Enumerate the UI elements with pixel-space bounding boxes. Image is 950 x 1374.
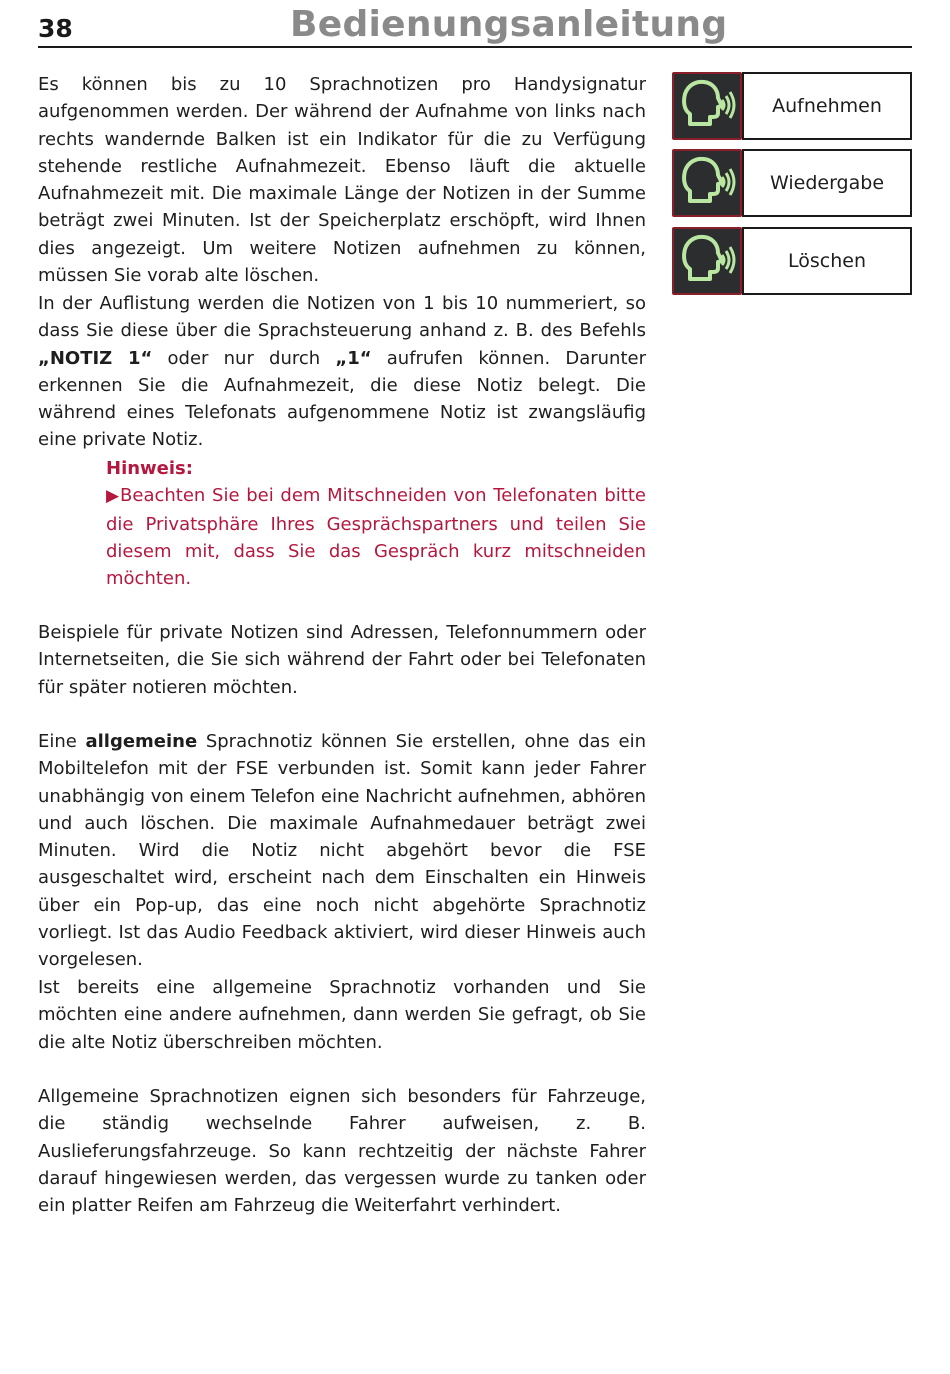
keyword-allgemeine: allgemeine <box>85 731 198 752</box>
paragraph-voice-notes-intro: Es können bis zu 10 Sprachnotizen pro Handysignatur aufgenommen werden. Der während der Aufnahme von links nach rechts wandernde Balken ist ein Indikator für die zu Verfügung stehende restliche Aufnahmezeit. Ebenso läuft die aktuelle Aufnahmezeit mit. Die maximale Länge der Notizen in der Summe beträgt zwei Minuten. Ist der Speicherplatz erschöpft, wird Ihnen dies angezeigt. Um weitere Notizen aufnehmen zu können, müssen Sie vorab alte löschen. <box>38 74 646 287</box>
voice-command-playback <box>672 149 912 217</box>
note-text: Beachten Sie bei dem Mitschneiden von Telefonaten bitte die Privatsphäre Ihres Gesprächspartners und teilen Sie diesem mit, dass Sie das Gespräch kurz mitschneiden möchten. <box>106 485 646 590</box>
speaking-head-icon <box>676 231 738 291</box>
paragraph-overwrite-note: Ist bereits eine allgemeine Sprachnotiz vorhanden und Sie möchten eine andere aufnehmen, dann werden Sie gefragt, ob Sie die alte Notiz überschreiben möchten. <box>38 977 646 1053</box>
note-heading: Hinweis: <box>106 458 193 479</box>
paragraph-general-note-usage: Allgemeine Sprachnotizen eignen sich besonders für Fahrzeuge, die ständig wechselnde Fahrer aufweisen, z. B. Auslieferungsfahrzeuge. So kann rechtzeitig der nächste Fahrer darauf hingewiesen werden, das vergessen wurde zu tanken oder ein platter Reifen am Fahrzeug die Weiterfahrt verhindert. <box>38 1086 646 1217</box>
header-rule <box>38 46 912 48</box>
voice-icon-tile <box>672 72 742 140</box>
voice-command-delete <box>672 227 912 295</box>
page-title: Bedienungsanleitung <box>290 4 728 45</box>
text-segment: In der Auflistung werden die Notizen von 1 bis 10 nummeriert, so dass Sie diese über die Sprachsteuerung anhand z. B. des Befehls <box>38 293 646 342</box>
speaking-head-icon <box>676 76 738 136</box>
command-notiz-1: „NOTIZ 1“ <box>38 347 153 369</box>
voice-icon-tile <box>672 149 742 217</box>
page-number: 38 <box>38 14 73 43</box>
text-segment: aufrufen können. Darunter erkennen Sie die Aufnahmezeit, die diese Notiz belegt. Die während eines Telefonats aufgenommene Notiz ist zwangsläufig eine private Notiz. <box>38 347 646 451</box>
voice-command-label: Löschen <box>742 227 912 295</box>
text-segment: oder nur durch <box>152 347 336 369</box>
paragraph-general-note <box>38 728 646 974</box>
paragraph-notes-listing <box>38 290 646 454</box>
voice-command-label: Aufnehmen <box>742 72 912 140</box>
speaking-head-icon <box>676 153 738 213</box>
command-1: „1“ <box>335 347 372 369</box>
note-arrow-icon: ▶ <box>106 486 121 507</box>
voice-command-record <box>672 72 912 140</box>
voice-icon-tile <box>672 227 742 295</box>
text-segment: Eine <box>38 731 86 752</box>
text-segment: Sprachnotiz können Sie erstellen, ohne das ein Mobiltelefon mit der FSE verbunden ist. Somit kann jeder Fahrer unabhängig von einem Telefon eine Nachricht aufnehmen, abhören und auch löschen. Die maximale Aufnahmedauer beträgt zwei Minuten. Wird die Notiz nicht abgehört bevor die FSE ausgeschaltet wird, erscheint nach dem Einschalten ein Hinweis über ein Pop-up, das eine noch nicht abgehörte Sprachnotiz vorliegt. Ist das Audio Feedback aktiviert, wird dieser Hinweis auch vorgelesen. <box>38 731 646 971</box>
paragraph-private-notes-examples: Beispiele für private Notizen sind Adressen, Telefonnummern oder Internetseiten, die Sie sich während der Fahrt oder bei Telefonaten für später notieren möchten. <box>38 622 646 698</box>
voice-command-label: Wiedergabe <box>742 149 912 217</box>
note-box <box>106 455 646 592</box>
